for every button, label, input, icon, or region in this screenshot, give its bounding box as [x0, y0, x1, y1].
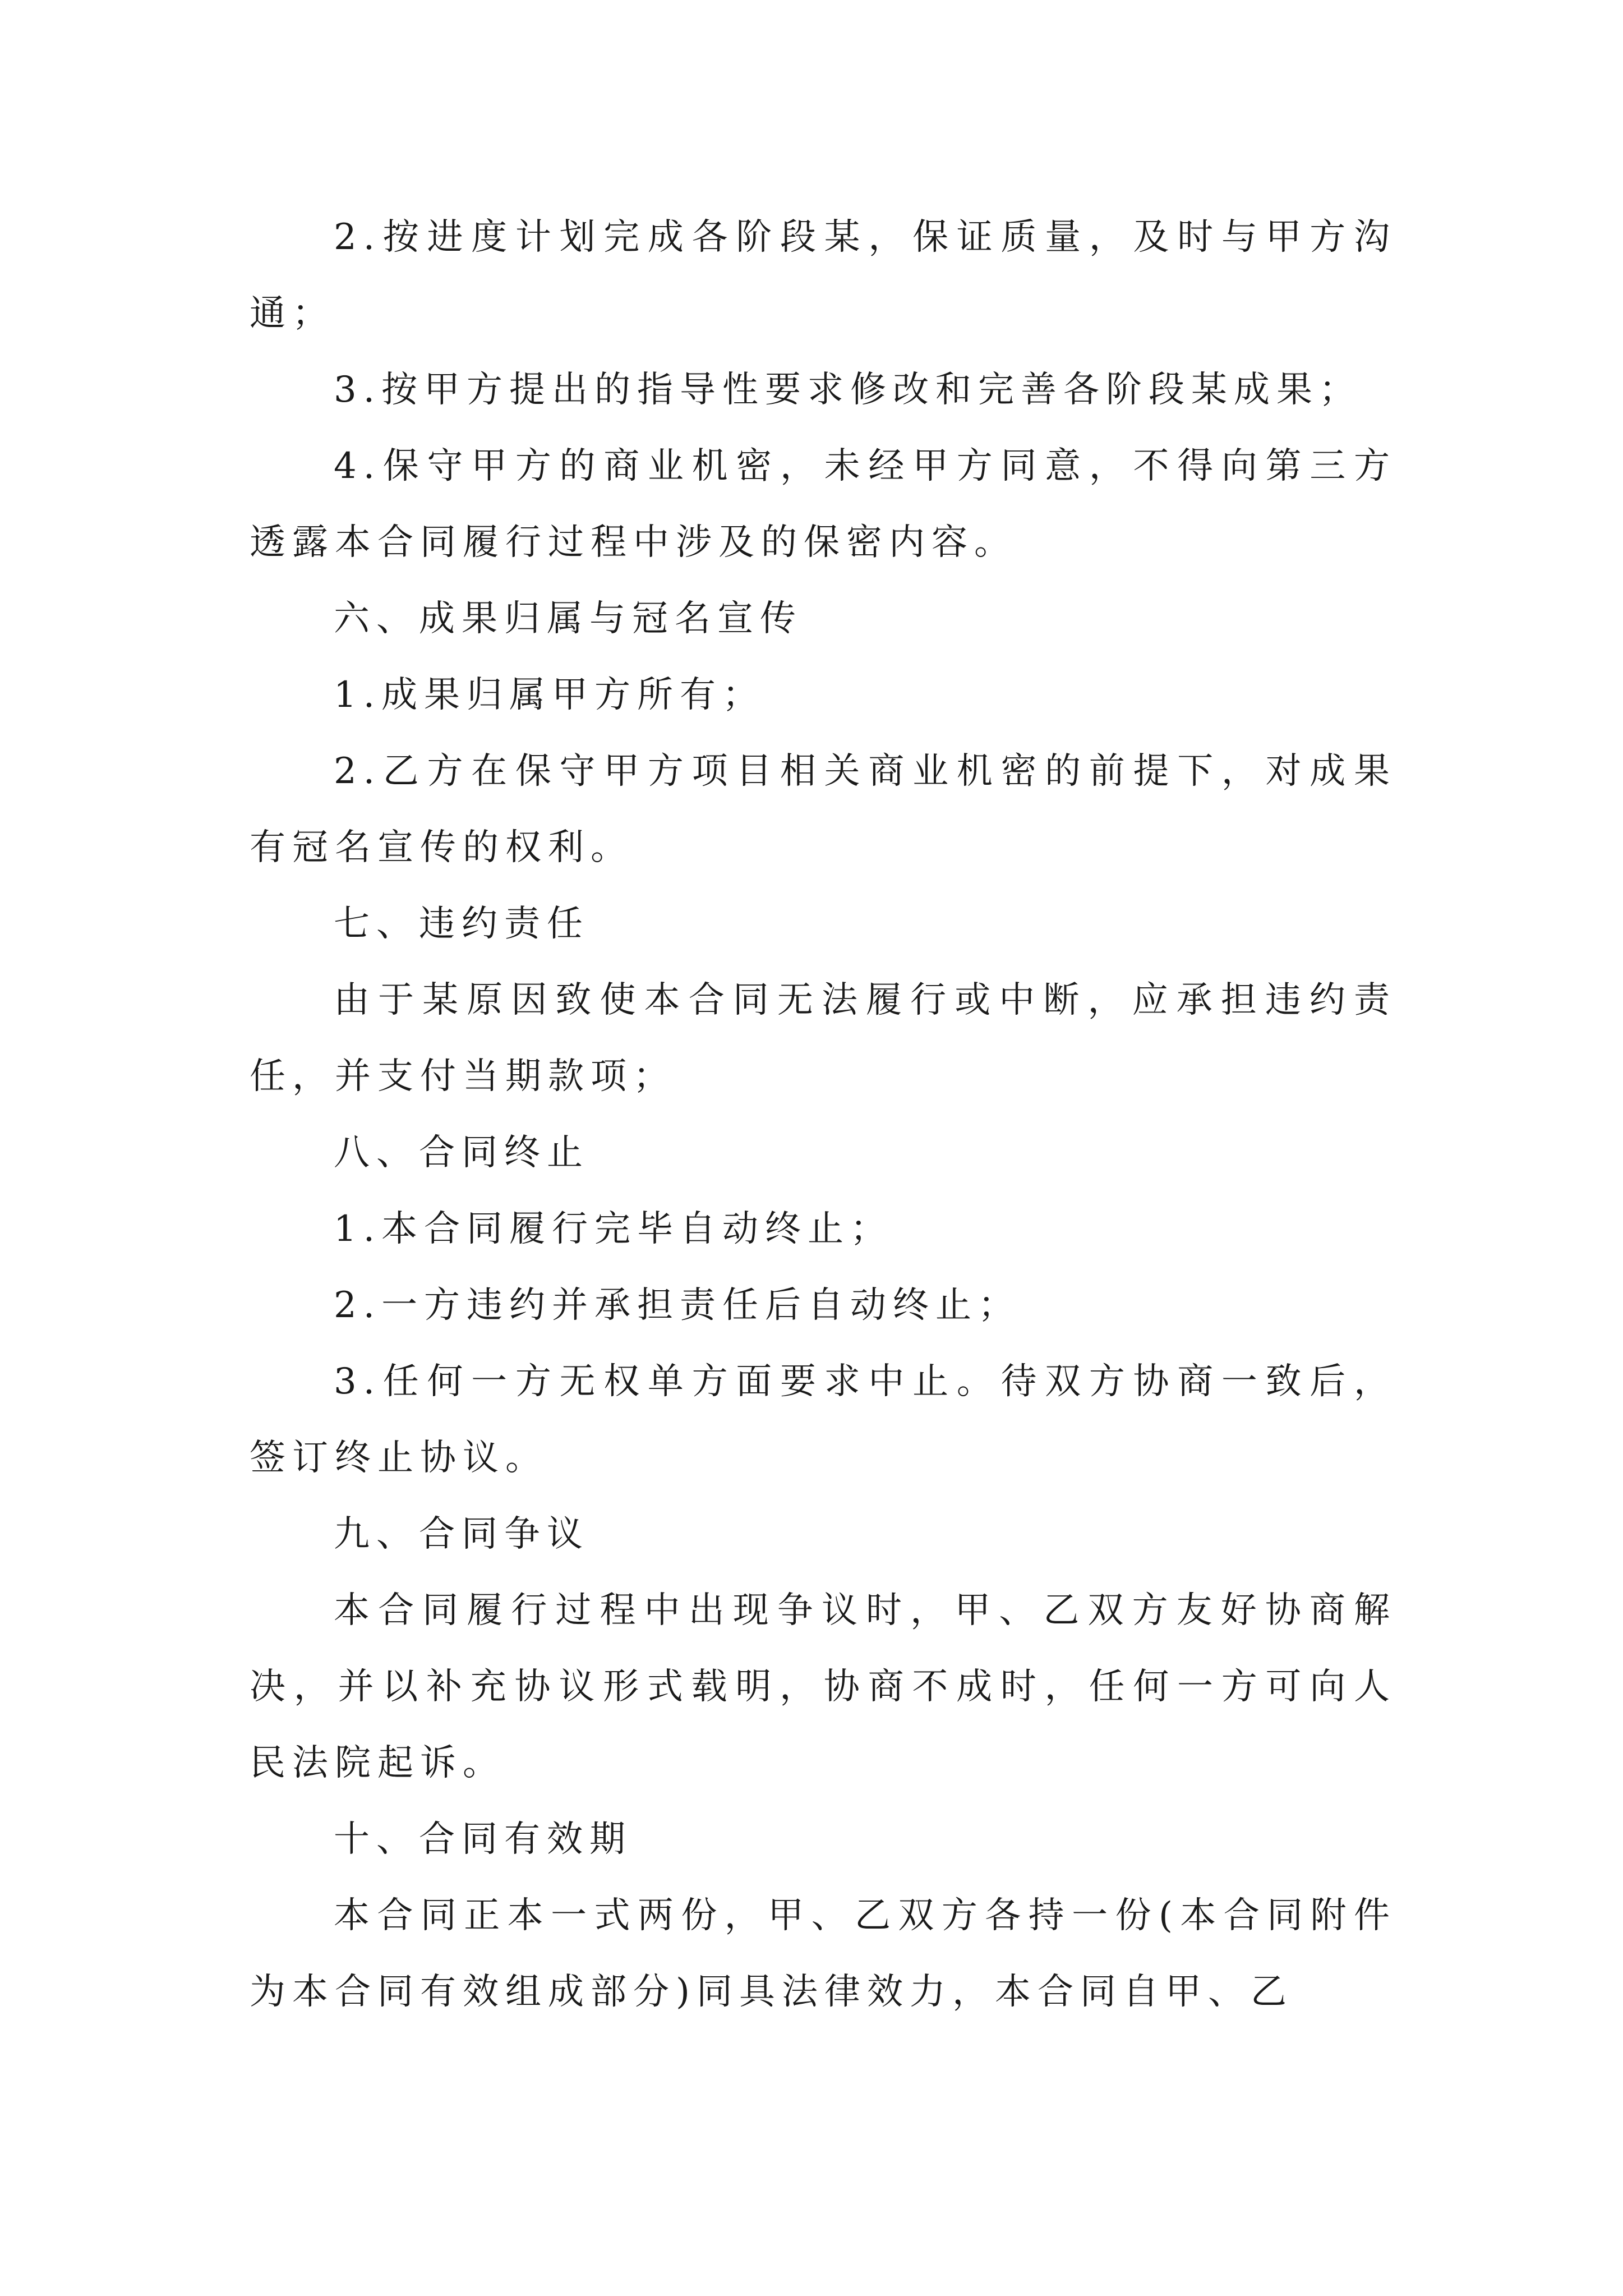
section-heading-termination: 八、合同终止 [334, 1132, 589, 1174]
termination-clause-3: 3.任何一方无权单方面要求中止。待双方协商一致后，签订终止协议。 [250, 1361, 1396, 1479]
document-body [250, 199, 1396, 2030]
clause-2-progress: 2.按进度计划完成各阶段某，保证质量，及时与甲方沟通； [250, 217, 1396, 334]
section-heading-dispute: 九、合同争议 [334, 1513, 589, 1555]
ownership-clause-2: 2.乙方在保守甲方项目相关商业机密的前提下，对成果有冠名宣传的权利。 [250, 751, 1396, 868]
dispute-text: 本合同履行过程中出现争议时，甲、乙双方友好协商解决，并以补充协议形式载明，协商不成时，任何一方可向人民法院起诉。 [250, 1590, 1396, 1784]
liability-text: 由于某原因致使本合同无法履行或中断，应承担违约责任，并支付当期款项； [250, 979, 1396, 1097]
section-heading-ownership: 六、成果归属与冠名宣传 [334, 598, 803, 639]
clause-4-confidentiality: 4.保守甲方的商业机密，未经甲方同意，不得向第三方透露本合同履行过程中涉及的保密内容。 [250, 445, 1396, 563]
validity-text: 本合同正本一式两份，甲、乙双方各持一份(本合同附件为本合同有效组成部分)同具法律效力，本合同自甲、乙 [250, 1895, 1396, 2013]
section-heading-validity: 十、合同有效期 [334, 1819, 632, 1860]
ownership-clause-1: 1.成果归属甲方所有； [334, 674, 766, 716]
section-heading-liability: 七、违约责任 [334, 903, 589, 945]
termination-clause-2: 2.一方违约并承担责任后自动终止； [334, 1285, 1021, 1326]
clause-3-revisions: 3.按甲方提出的指导性要求修改和完善各阶段某成果； [334, 369, 1362, 411]
termination-clause-1: 1.本合同履行完毕自动终止； [334, 1208, 893, 1250]
